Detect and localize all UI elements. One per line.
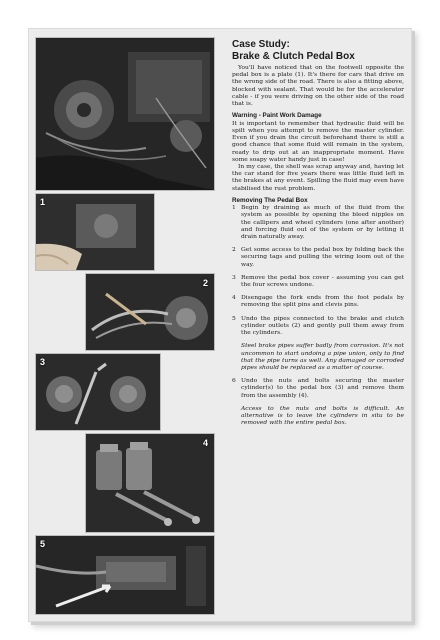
step-number: 4	[232, 294, 236, 302]
step-text: Begin by draining as much of the fluid from the system as possible by opening the bleed nipples on the callipers and wheel cylinders (one after another) and forcing fluid out of the system or by letting it drain naturally away.	[241, 204, 404, 241]
warning-paragraph-2: In my case, the shell was scrap anyway and, having let the car stand for five years there was little fluid left in the brakes at any event. Spilling the fluid may even have stabilised the rust problem.	[232, 162, 404, 192]
step-text: Remove the pedal box cover - assuming you can get the four screws undone.	[241, 273, 404, 289]
list-item	[232, 294, 404, 308]
corrosion-note: Steel brake pipes suffer badly from corrosion. It's not uncommon to start undoing a pipe union, only to find that the pipe turns as well. Any damaged or corroded pipes should be replaced as a matter of course.	[241, 342, 404, 371]
step-text: Undo the nuts and bolts securing the master cylinder(s) to the pedal box (3) and remove them from the assembly (4).	[241, 377, 404, 399]
list-item	[232, 315, 404, 337]
list-item	[232, 377, 404, 399]
step-text: Get some access to the pedal box by folding back the securing tags and pulling the wiring loom out of the way.	[241, 246, 404, 268]
photo-5-number: 5	[40, 539, 46, 549]
photo-step-2	[85, 273, 215, 351]
photo-step-1	[35, 193, 155, 271]
removal-steps-list	[232, 204, 404, 336]
photo-step-4	[85, 433, 215, 533]
step-text: Disengage the fork ends from the foot pedals by removing the split pins and clevis pins.	[241, 294, 404, 309]
list-item	[232, 274, 404, 288]
photo-step-5	[35, 535, 215, 615]
article-text-column	[232, 39, 404, 426]
removal-steps-list-continued	[232, 377, 404, 399]
step-text: Undo the pipes connected to the brake and clutch cylinder outlets (2) and gently pull them away from the cylinders.	[241, 314, 404, 337]
photo-1-image	[36, 194, 154, 270]
article-kicker: Case Study:	[232, 39, 290, 50]
photo-3-number: 3	[40, 357, 46, 367]
photo-3-image	[36, 354, 160, 430]
magazine-page	[28, 28, 412, 622]
step-number: 6	[232, 377, 236, 385]
photo-2-image	[86, 274, 214, 350]
photo-2-number: 2	[202, 278, 208, 288]
step-number: 2	[232, 246, 236, 254]
warning-heading: Warning - Paint Work Damage	[232, 112, 322, 120]
photo-overview-image	[36, 38, 214, 190]
removal-heading: Removing The Pedal Box	[232, 196, 308, 204]
intro-paragraph: You'll have noticed that on the footwell opposite the pedal box is a plate (1). It's there for cars that drive on the wrong side of the road. There is also a fitting above, blocked with sealant. That would be for the accelerator cable - if you were driving on the other side of the road that is.	[232, 64, 404, 108]
step-number: 3	[232, 273, 236, 281]
list-item	[232, 204, 404, 240]
photo-pedal-box-overview	[35, 37, 215, 191]
access-note: Access to the nuts and bolts is difficult. An alternative is to leave the cylinders in situ to be removed with the entire pedal box.	[241, 404, 404, 427]
step-number: 1	[232, 204, 236, 212]
photo-4-image	[86, 434, 214, 532]
photo-step-3	[35, 353, 161, 431]
step-number: 5	[232, 314, 236, 322]
list-item	[232, 246, 404, 268]
photo-5-image	[36, 536, 214, 614]
photo-4-number: 4	[202, 438, 208, 448]
warning-paragraph-1: It is important to remember that hydraulic fluid will be spilt when you attempt to remove the master cylinder. Even if you drain the circuit beforehand there is still a good chance that some fluid will remain in the system, ready to drip out at an inappropriate moment. Have some soapy water handy just in case!	[232, 119, 404, 163]
article-headline: Brake & Clutch Pedal Box	[232, 50, 355, 62]
photo-1-number: 1	[40, 197, 46, 207]
photo-column	[29, 29, 219, 621]
